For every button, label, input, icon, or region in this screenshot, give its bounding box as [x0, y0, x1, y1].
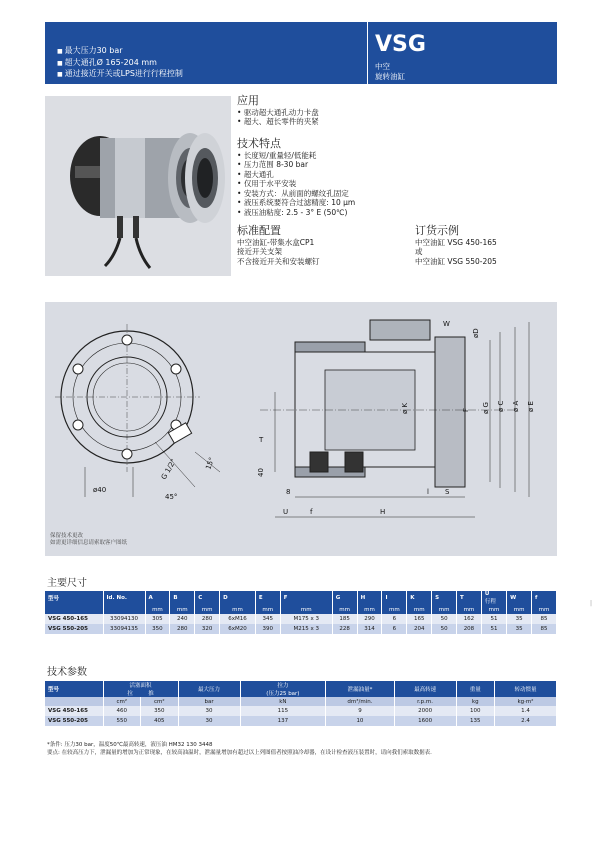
cell: 35 [507, 624, 532, 634]
unit-cell: mm [170, 605, 195, 614]
col-piston-area [103, 681, 178, 697]
col-max-speed: 最高转速 [394, 681, 456, 697]
unit-cell [45, 605, 103, 614]
unit-cell: mm [481, 605, 506, 614]
dim-label-E: ø E [527, 401, 535, 412]
cell: 460 [103, 706, 141, 716]
footnote-line-1: *条件: 压力30 bar，温度50℃最高转速，液压油 HM32 130 3448 [47, 742, 213, 748]
bullet-max-pressure: ■ 最大压力30 bar [57, 46, 183, 58]
subtitle-line-2: 旋转油缸 [375, 72, 405, 81]
technical-drawing [45, 302, 557, 556]
bullet-bore: ■ 超大通孔Ø 165-204 mm [57, 58, 183, 70]
dim-label-W: W [443, 320, 450, 328]
col-model: 型号 [45, 591, 103, 605]
tech-header-row [45, 681, 557, 697]
features-title: 技术特点 [237, 137, 281, 150]
dim-label-40: 40 [257, 468, 265, 477]
cell: 30 [178, 716, 240, 726]
cell: VSG 450-165 [45, 614, 103, 624]
cell: 33094130 [103, 614, 145, 624]
drawing-svg [45, 302, 557, 556]
cell: 85 [532, 624, 557, 634]
dim-label-K: ø K [401, 402, 409, 414]
cell: 51 [481, 624, 506, 634]
col-H: H [357, 591, 382, 605]
col-weight: 重量 [456, 681, 494, 697]
col-f: f [532, 591, 557, 605]
application-item: • 驱动超大通孔动力卡盘 [237, 108, 397, 118]
piston-area-label: 活塞面积 [129, 683, 152, 689]
unit-cell: mm [255, 605, 280, 614]
cell: 1600 [394, 716, 456, 726]
unit-cell: mm [407, 605, 432, 614]
col-U-label: U [484, 591, 490, 597]
dim-label-thread: G 1/2" [159, 457, 178, 481]
cell: 10 [326, 716, 394, 726]
cell: 35 [507, 614, 532, 624]
unit-cell: cm² [141, 697, 179, 706]
unit-cell: mm [220, 605, 256, 614]
unit-cell: kg·m² [495, 697, 557, 706]
col-max-pressure: 最大压力 [178, 681, 240, 697]
cell: 350 [145, 624, 170, 634]
note-line-2: 如需更详细信息请索取客户图纸 [50, 540, 128, 546]
features-section [237, 139, 437, 217]
pull-label: 拉 [127, 691, 133, 697]
unit-cell: kN [240, 697, 326, 706]
cell: 30 [178, 706, 240, 716]
dim-label-f: f [310, 508, 313, 516]
application-section [237, 96, 397, 127]
note-line-1: 保留技术更改 [50, 533, 84, 539]
unit-cell: mm [280, 605, 332, 614]
cell: 50 [432, 624, 457, 634]
unit-cell: mm [145, 605, 170, 614]
dim-label-C: ø C [497, 400, 505, 412]
cell: 2000 [394, 706, 456, 716]
dim-label-A: ø A [512, 400, 520, 412]
dims-table [45, 591, 557, 634]
unit-cell: r.p.m. [394, 697, 456, 706]
dims-header-row [45, 591, 557, 605]
order-line: 或 [415, 247, 423, 256]
dim-label-S: S [445, 488, 450, 496]
unit-cell: mm [195, 605, 220, 614]
feature-item: • 液压油粘度: 2.5 - 3° E (50℃) [237, 208, 437, 218]
unit-cell: mm [382, 605, 407, 614]
cell: 33094135 [103, 624, 145, 634]
col-force [240, 681, 326, 697]
cell: 280 [195, 614, 220, 624]
cell: 240 [170, 614, 195, 624]
cell: 305 [145, 614, 170, 624]
col-U-sub: 行程 [484, 599, 496, 605]
cell: 100 [456, 706, 494, 716]
cell: 162 [457, 614, 482, 624]
application-title: 应用 [237, 94, 259, 107]
header-divider [367, 22, 368, 84]
unit-cell: mm [457, 605, 482, 614]
standard-line: 接近开关支架 [237, 247, 282, 256]
order-line: 中空油缸 VSG 550-205 [415, 256, 497, 266]
unit-cell: mm [332, 605, 357, 614]
margin-mark: | [590, 600, 593, 607]
dim-label-T: T [259, 436, 264, 444]
cell: 345 [255, 614, 280, 624]
cell: 6 [382, 624, 407, 634]
dim-label-F: F [462, 407, 470, 412]
unit-cell: mm [432, 605, 457, 614]
cell: 390 [255, 624, 280, 634]
table-row [45, 716, 557, 726]
cell: 9 [326, 706, 394, 716]
feature-item: • 超大通孔 [237, 170, 437, 180]
col-T: T [457, 591, 482, 605]
col-model: 型号 [45, 681, 103, 697]
col-G: G [332, 591, 357, 605]
col-S: S [432, 591, 457, 605]
table-row [45, 706, 557, 716]
cell: 137 [240, 716, 326, 726]
cell: 6 [382, 614, 407, 624]
drawing-note [50, 533, 127, 547]
subtitle-line-1: 中空 [375, 62, 390, 71]
unit-cell: kg [456, 697, 494, 706]
dims-units-row [45, 605, 557, 614]
dim-label-l: l [427, 488, 429, 496]
cell: 115 [240, 706, 326, 716]
cell: M215 x 3 [280, 624, 332, 634]
dim-label-45deg: 45° [165, 493, 178, 501]
feature-item: • 液压系统要符合过滤精度: 10 μm [237, 198, 437, 208]
cell: 165 [407, 614, 432, 624]
cell: VSG 550-205 [45, 716, 103, 726]
cell: 204 [407, 624, 432, 634]
unit-cell: mm [507, 605, 532, 614]
cell: 85 [532, 614, 557, 624]
dim-label-H: H [380, 508, 386, 516]
cell: 350 [141, 706, 179, 716]
dim-label-D: øD [472, 328, 480, 338]
cell: 550 [103, 716, 141, 726]
cell: 185 [332, 614, 357, 624]
tech-title: 技术参数 [47, 667, 87, 678]
col-U [481, 591, 506, 605]
unit-cell [103, 605, 145, 614]
cell: VSG 450-165 [45, 706, 103, 716]
tech-units-row [45, 697, 557, 706]
model-title: VSG [375, 32, 426, 57]
table-row [45, 614, 557, 624]
cell: 6xM20 [220, 624, 256, 634]
tech-table [45, 681, 557, 726]
col-C: C [195, 591, 220, 605]
col-F: F [280, 591, 332, 605]
cell: 135 [456, 716, 494, 726]
product-photo [45, 96, 231, 276]
header-banner [45, 22, 557, 84]
bullet-stroke-control: ■ 通过接近开关或LPS进行行程控制 [57, 69, 183, 81]
cell: M175 x 3 [280, 614, 332, 624]
col-E: E [255, 591, 280, 605]
order-line: 中空油缸 VSG 450-165 [415, 237, 497, 247]
standard-section [237, 226, 407, 266]
unit-cell: mm [357, 605, 382, 614]
feature-item: • 压力范围 8-30 bar [237, 160, 437, 170]
unit-cell [45, 697, 103, 706]
footnote-line-2: 要点: 在较高压力下，泄漏量的增加为正常现象，在较高油温时，泄漏量增加有超过以上列图值者按照油冷却器，在设计检查液压装置时，请向我们索取数据表. [47, 750, 432, 756]
dim-label-dia40: ø40 [93, 486, 107, 494]
order-section [415, 226, 555, 266]
cylinder-illustration [45, 96, 231, 276]
cell: 405 [141, 716, 179, 726]
unit-cell: cm² [103, 697, 141, 706]
col-I: I [382, 591, 407, 605]
col-A: A [145, 591, 170, 605]
unit-cell: bar [178, 697, 240, 706]
table-row [45, 624, 557, 634]
unit-cell: dm³/min. [326, 697, 394, 706]
col-id: Id. No. [103, 591, 145, 605]
col-leakage: 泄漏油量* [326, 681, 394, 697]
model-subtitle [375, 62, 405, 82]
footnotes [47, 741, 567, 757]
col-inertia: 转动惯量 [495, 681, 557, 697]
col-W: W [507, 591, 532, 605]
dim-label-15deg: 15° [204, 456, 217, 471]
feature-item: • 长度短/重量轻/低能耗 [237, 151, 437, 161]
push-label: 推 [148, 691, 154, 697]
force-label: 拉力 [277, 683, 289, 689]
col-K: K [407, 591, 432, 605]
cell: 1.4 [495, 706, 557, 716]
standard-title: 标准配置 [237, 224, 281, 237]
force-sub: (压力25 bar) [266, 691, 300, 697]
cell: 314 [357, 624, 382, 634]
feature-item: • 仅用于水平安装 [237, 179, 437, 189]
dim-label-U: U [283, 508, 289, 516]
cell: 6xM16 [220, 614, 256, 624]
standard-line: 不含接近开关和安装螺钉 [237, 256, 320, 266]
cell: 320 [195, 624, 220, 634]
unit-cell: mm [532, 605, 557, 614]
dims-title: 主要尺寸 [47, 578, 87, 589]
cell: 228 [332, 624, 357, 634]
dim-label-8: 8 [286, 488, 291, 496]
feature-item: • 安装方式：从前面的螺纹孔固定 [237, 189, 437, 199]
col-D: D [220, 591, 256, 605]
cell: 50 [432, 614, 457, 624]
order-title: 订货示例 [415, 224, 459, 237]
cell: 2.4 [495, 716, 557, 726]
dim-label-G: ø G [482, 402, 490, 414]
col-B: B [170, 591, 195, 605]
cell: 280 [170, 624, 195, 634]
application-item: • 超大、超长零件的夹紧 [237, 117, 397, 127]
standard-line: 中空油缸-带集水盒CP1 [237, 237, 315, 247]
cell: 208 [457, 624, 482, 634]
cell: VSG 550-205 [45, 624, 103, 634]
header-bullets [57, 46, 183, 81]
cell: 51 [481, 614, 506, 624]
cell: 290 [357, 614, 382, 624]
